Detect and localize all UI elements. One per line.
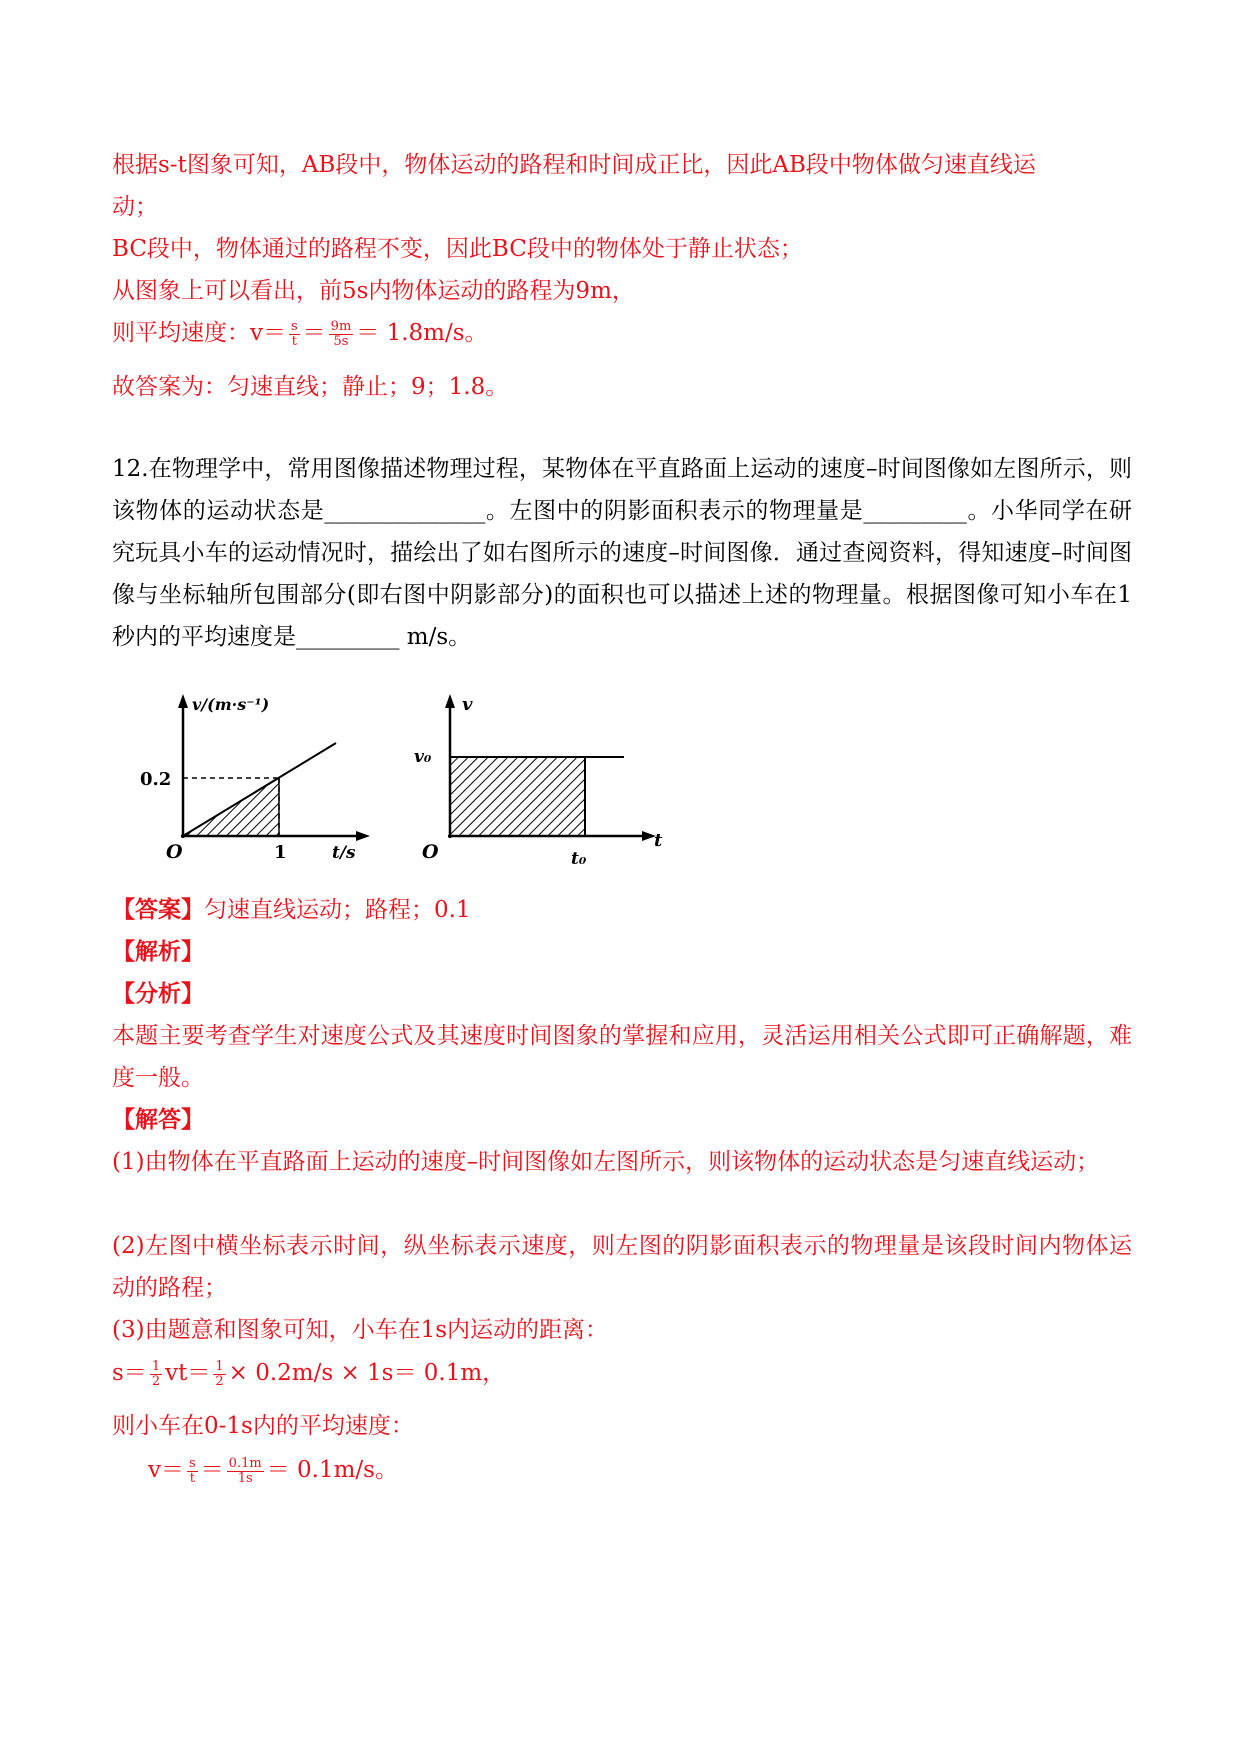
fraction-s-over-t	[187, 1457, 198, 1486]
y-tick-label: v₀	[414, 747, 432, 767]
fraction-denominator: t	[291, 333, 297, 349]
jiexi-label: 【解析】	[112, 938, 204, 965]
equation-prefix: v＝	[148, 1457, 184, 1483]
fenxi-label: 【分析】	[112, 980, 204, 1007]
fraction-numerator: s	[189, 1455, 196, 1471]
fenxi-text: 本题主要考查学生对速度公式及其速度时间图象的掌握和应用，灵活运用相关公式即可正确解题，难度一般。	[112, 1023, 1132, 1091]
fraction-numerator: 1	[215, 1358, 224, 1374]
answer-text: 匀速直线运动；路程；0.1	[204, 897, 471, 923]
prev-answer-velocity-formula	[112, 318, 488, 349]
equation-result: ＝ 0.1m/s。	[266, 1457, 398, 1483]
prev-answer-line-1b: 动；	[112, 194, 158, 220]
question-text: 在物理学中，常用图像描述物理过程，某物体在平直路面上运动的速度–时间图像如左图所示，则该物体的运动状态是______________。左图中的阴影面积表示的物理量是_________。小华同学在研究玩具小车的运动情况时，描绘出了如右图所示的速度–时间图像．通过查阅资料，得知速度–时间图像与坐标轴所包围部分(即右图中阴影部分)的面积也可以描述上述的物理量。根据图像可知小车在1秒内的平均速度是_________ m/s。	[112, 456, 1132, 650]
prev-answer-line-2: BC段中，物体通过的路程不变，因此BC段中的物体处于静止状态；	[112, 236, 803, 262]
fraction-denominator: 5s	[333, 333, 349, 349]
formula-equals: ＝	[302, 320, 326, 346]
equation-middle: vt＝	[165, 1360, 211, 1386]
fraction-denominator: 2	[215, 1373, 224, 1389]
distance-equation	[112, 1358, 505, 1389]
solution-step-4: 则小车在0-1s内的平均速度：	[112, 1413, 414, 1439]
y-axis-label: v	[462, 694, 473, 715]
x-axis-arrow	[356, 831, 370, 841]
fraction-s-over-t	[289, 320, 300, 349]
y-axis-arrow	[178, 694, 188, 708]
fraction-denominator: 2	[151, 1373, 161, 1389]
fraction-denominator: 1s	[237, 1470, 253, 1486]
answer-line	[112, 895, 471, 925]
fraction-one-half	[150, 1360, 162, 1389]
prev-answer-final: 故答案为：匀速直线；静止；9；1.8。	[112, 374, 509, 400]
x-axis-label: t	[654, 830, 663, 851]
x-axis-label: t/s	[332, 843, 356, 863]
origin-label: O	[422, 841, 439, 863]
equation-result: × 0.2m/s × 1s＝ 0.1m，	[228, 1360, 506, 1386]
solution-step-2: (2)左图中横坐标表示时间，纵坐标表示速度，则左图的阴影面积表示的物理量是该段时间内物体运动的路程；	[112, 1233, 1132, 1301]
x-tick-label: t₀	[571, 849, 587, 869]
figure-right-vt-graph	[410, 686, 670, 876]
shaded-area	[450, 757, 585, 836]
fraction-numerator: 9m	[330, 318, 352, 334]
equation-prefix: s＝	[112, 1360, 147, 1386]
question-12	[112, 448, 1132, 658]
solution-step-3: (3)由题意和图象可知，小车在1s内运动的距离：	[112, 1317, 609, 1343]
average-velocity-equation	[148, 1455, 398, 1486]
y-tick-label: 0.2	[140, 769, 172, 790]
fraction-denominator: t	[189, 1470, 195, 1486]
y-axis-arrow	[445, 694, 455, 708]
prev-answer-line-3: 从图象上可以看出，前5s内物体运动的路程为9m，	[112, 278, 635, 304]
formula-result: ＝ 1.8m/s。	[356, 320, 488, 346]
fraction-one-half	[213, 1360, 225, 1389]
fraction-numerator: 0.1m	[228, 1455, 262, 1471]
fraction-distance-over-time	[227, 1457, 264, 1486]
answer-label: 【答案】	[112, 896, 204, 923]
figure-left-vt-graph	[138, 686, 378, 866]
question-number: 12.	[112, 456, 149, 482]
origin-label: O	[166, 841, 183, 863]
fraction-numerator: s	[291, 318, 298, 334]
solution-step-1: (1)由物体在平直路面上运动的速度–时间图像如左图所示，则该物体的运动状态是匀速直线运动；	[112, 1149, 1100, 1175]
equation-middle: ＝	[200, 1457, 224, 1483]
x-tick-label: 1	[274, 842, 287, 863]
prev-answer-line-1: 根据s-t图象可知，AB段中，物体运动的路程和时间成正比，因此AB段中物体做匀速直线运	[112, 152, 1036, 178]
jieda-label: 【解答】	[112, 1106, 204, 1133]
fraction-numerator: 1	[151, 1358, 161, 1374]
formula-prefix: 则平均速度：v＝	[112, 320, 286, 346]
fraction-9m-over-5s	[329, 320, 354, 349]
y-axis-label: v/(m·s⁻¹)	[192, 695, 270, 714]
